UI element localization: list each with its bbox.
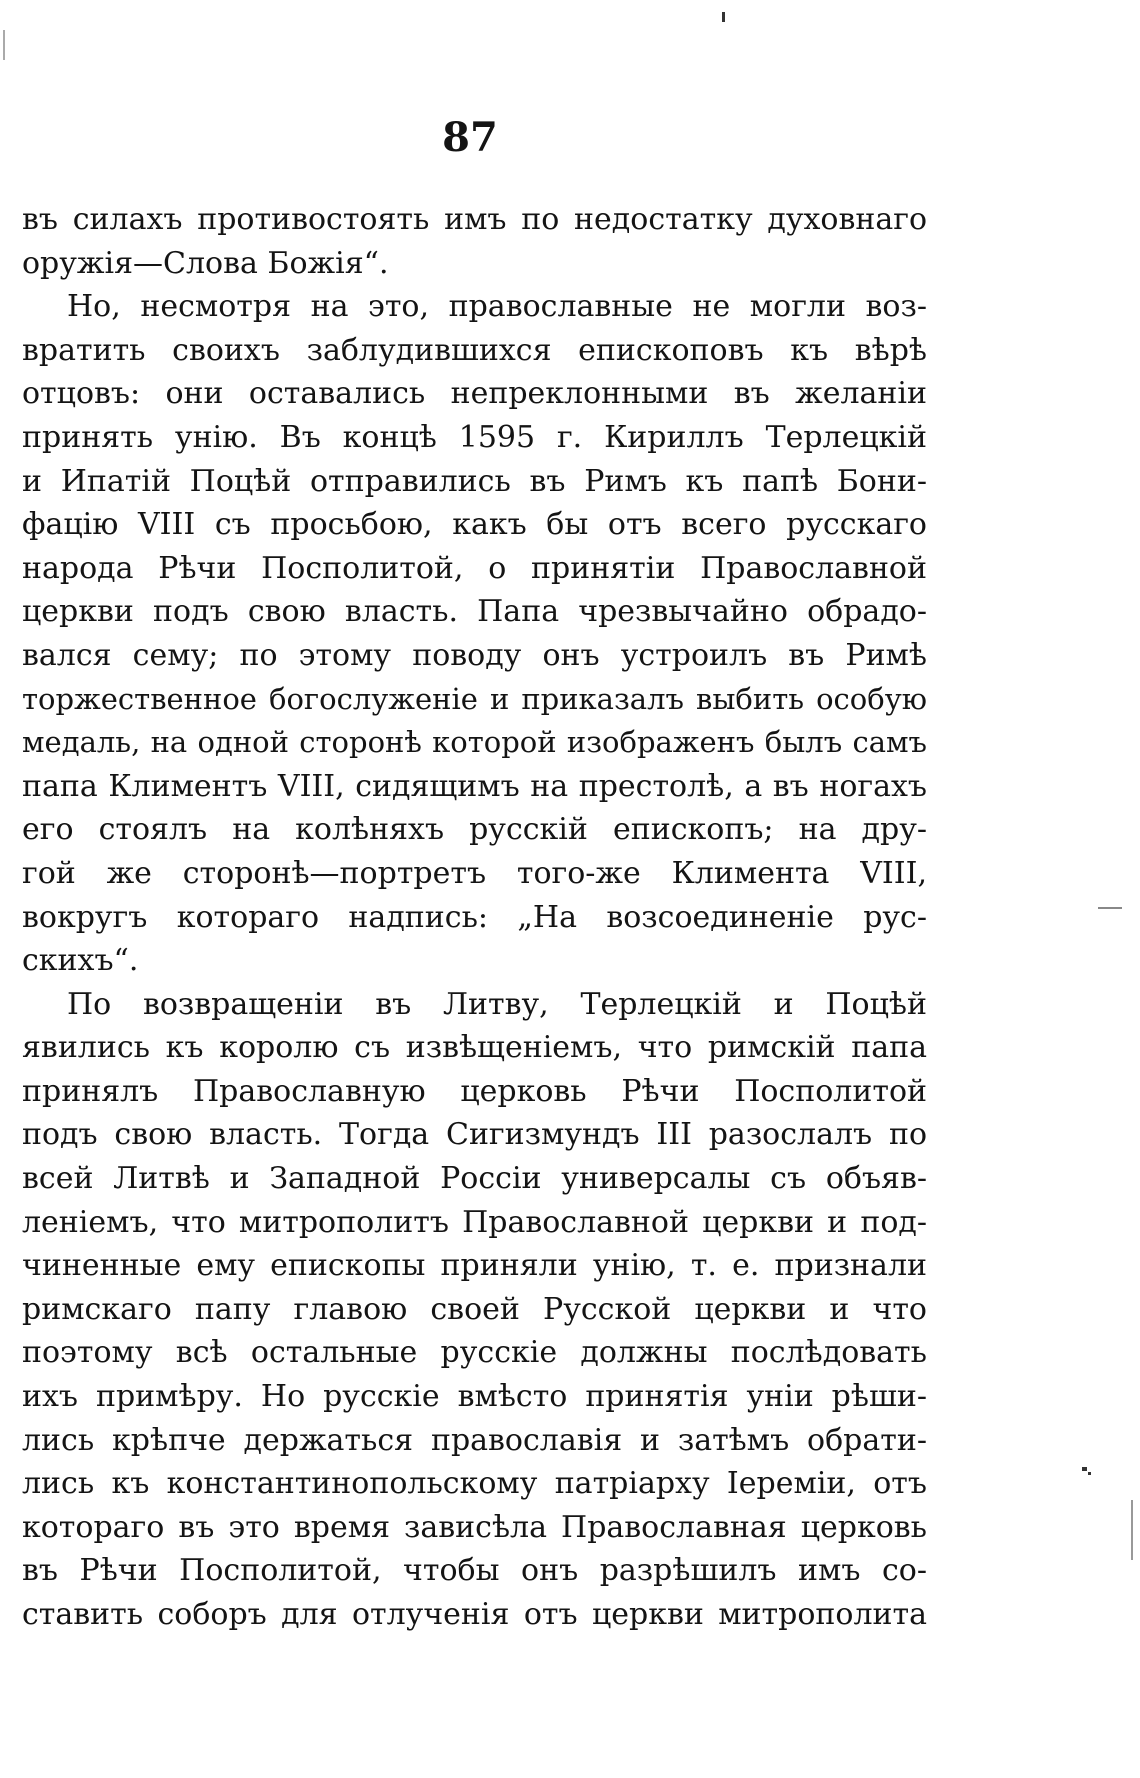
text-line: принять унію. Въ концѣ 1595 г. Кириллъ Терлецкій [22,419,927,455]
text-line: лись къ константинопольскому патріарху Іереміи, отъ [22,1466,927,1502]
scan-speck [1131,1500,1133,1560]
text-line: скихъ“. [22,943,139,979]
page-number: 87 [442,114,498,161]
text-line: оружія—Слова Божія“. [22,245,389,281]
text-line: народа Рѣчи Посполитой, о принятіи Православной [22,550,927,586]
scan-speck [3,30,5,60]
text-line: и Ипатій Поцѣй отправились въ Римъ къ папѣ Бони- [22,463,927,499]
text-line: ставить соборъ для отлученія отъ церкви митрополита [22,1597,927,1632]
text-line: въ силахъ противостоять имъ по недостатку духовнаго [22,202,927,237]
text-line: вался сему; по этому поводу онъ устроилъ въ Римѣ [22,637,927,673]
scan-speck [722,12,725,22]
scan-speck [1098,907,1122,909]
text-line: фацію VIII съ просьбою, какъ бы отъ всего русскаго [22,507,927,543]
text-line: торжественное богослуженіе и приказалъ выбить особую [22,681,927,716]
text-line: явились къ королю съ извѣщеніемъ, что римскій папа [22,1030,927,1066]
text-line: всей Литвѣ и Западной Россіи универсалы съ объяв- [22,1161,927,1197]
text-line: церкви подъ свою власть. Папа чрезвычайно обрадо- [22,594,927,630]
scan-speck [1088,1472,1091,1475]
text-line: поэтому всѣ остальные русскіе должны послѣдовать [22,1335,927,1371]
text-line: подъ свою власть. Тогда Сигизмундъ III разослалъ по [22,1117,927,1153]
text-line: медаль, на одной сторонѣ которой изображенъ былъ самъ [22,725,927,760]
text-line: Но, несмотря на это, православные не могли воз- [67,289,927,325]
text-line: По возвращеніи въ Литву, Терлецкій и Поцѣй [67,986,927,1022]
text-line: гой же сторонѣ—портретъ того-же Климента VIII, [22,855,927,891]
text-line: папа Климентъ VIII, сидящимъ на престолѣ, а въ ногахъ [22,768,927,804]
text-line: въ Рѣчи Посполитой, чтобы онъ разрѣшилъ имъ со- [22,1553,927,1589]
text-line: лись крѣпче держаться православія и затѣмъ обрати- [22,1422,927,1458]
text-line: вокругъ котораго надпись: „На возсоединеніе рус- [22,899,927,935]
text-line: римскаго папу главою своей Русской церкви и что [22,1291,927,1327]
text-line: котораго въ это время зависѣла Православная церковь [22,1509,927,1545]
text-line: вратить своихъ заблудившихся епископовъ къ вѣрѣ [22,332,927,368]
text-line: отцовъ: они оставались непреклонными въ желаніи [22,376,927,412]
body-text [22,198,927,1637]
text-line: чиненные ему епископы приняли унію, т. е. признали [22,1248,927,1284]
text-line: леніемъ, что митрополитъ Православной церкви и под- [22,1204,927,1240]
text-line: ихъ примѣру. Но русскіе вмѣсто принятія уніи рѣши- [22,1379,927,1415]
scan-speck [1082,1467,1087,1471]
text-line: его стоялъ на колѣняхъ русскій епископъ; на дру- [22,812,927,848]
text-line: принялъ Православную церковь Рѣчи Посполитой [22,1073,927,1109]
